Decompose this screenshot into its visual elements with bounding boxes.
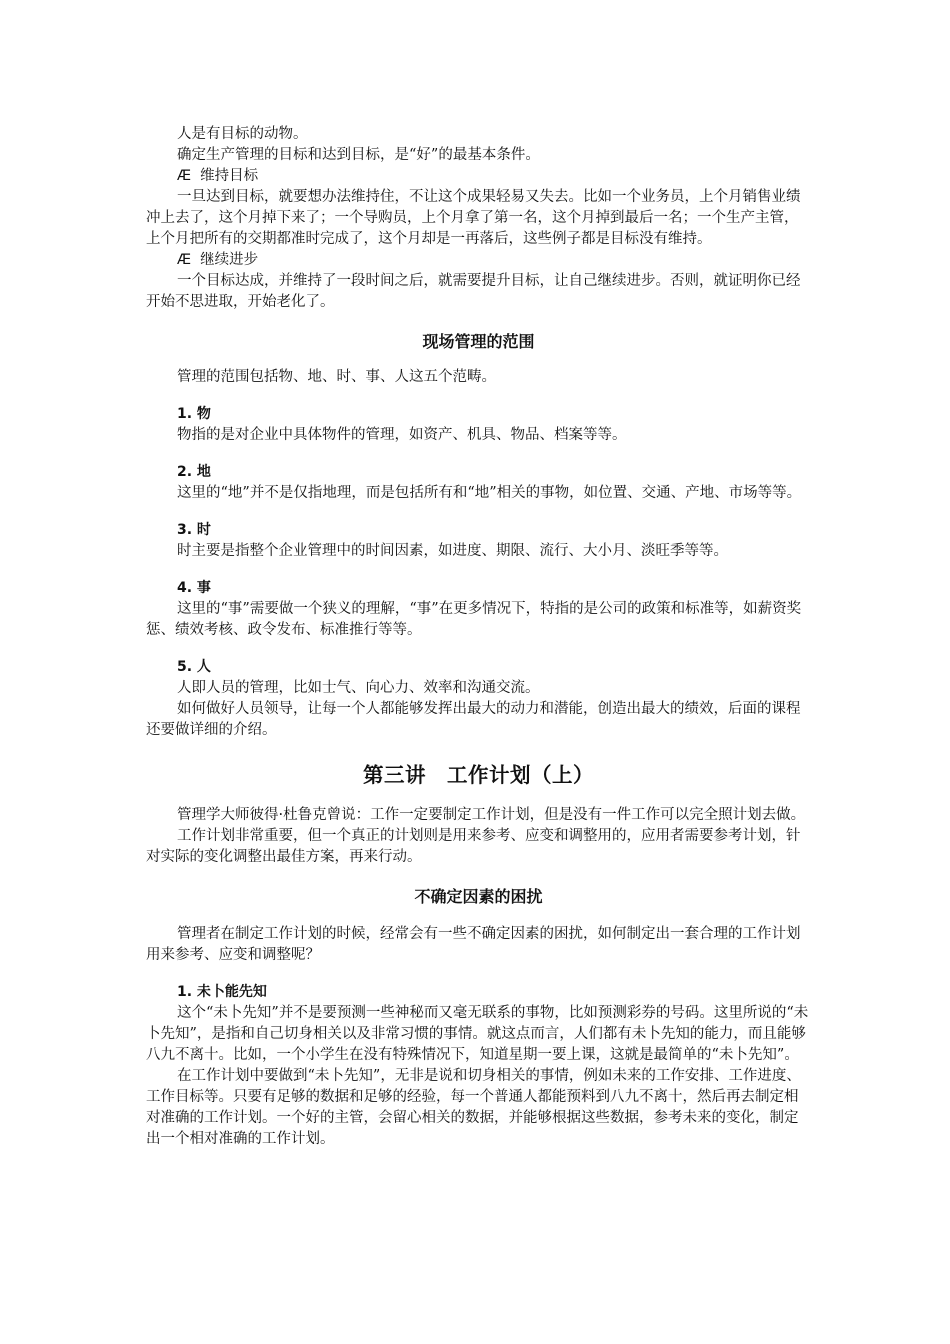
paragraph: 一旦达到目标，就要想办法维持住，不让这个成果轻易又失去。比如一个业务员，上个月销售业绩冲上去了，这个月掉下来了；一个导购员，上个月拿了第一名，这个月掉到最后一名；一个生产主管，上个月把所有的交期都准时完成了，这个月却是一再落后，这些例子都是目标没有维持。: [146, 189, 801, 247]
paragraph: 管理的范围包括物、地、时、事、人这五个范畴。: [177, 369, 496, 385]
bullet-item: [146, 250, 811, 271]
section-heading: 现场管理的范围: [422, 332, 535, 351]
paragraph: 这里的“事”需要做一个狭义的理解，“事”在更多情况下，特指的是公司的政策和标准等，如薪资奖惩、绩效考核、政令发布、标准推行等等。: [146, 601, 802, 638]
paragraph: 一个目标达成，并维持了一段时间之后，就需要提升目标，让自己继续进步。否则，就证明你已经开始不思进取，开始老化了。: [146, 273, 801, 310]
bullet-label: 维持目标: [200, 168, 259, 184]
paragraph: 这里的“地”并不是仅指地理，而是包括所有和“地”相关的事物，如位置、交通、产地、市场等等。: [177, 485, 802, 501]
item-heading: 5. 人: [177, 659, 211, 675]
paragraph: 管理者在制定工作计划的时候，经常会有一些不确定因素的困扰，如何制定出一套合理的工作计划用来参考、应变和调整呢？: [146, 926, 801, 963]
paragraph: 在工作计划中要做到“未卜先知”，无非是说和切身相关的事情，例如未来的工作安排、工作进度、工作目标等。只要有足够的数据和足够的经验，每一个普通人都能预料到八九不离十，然后再去制定相对准确的工作计划。一个好的主管，会留心相关的数据，并能够根据这些数据，参考未来的变化，制定出一个相对准确的工作计划。: [146, 1068, 801, 1147]
paragraph: 人是有目标的动物。: [177, 126, 308, 142]
paragraph: 工作计划非常重要，但一个真正的计划则是用来参考、应变和调整用的，应用者需要参考计划，针对实际的变化调整出最佳方案，再来行动。: [146, 828, 801, 865]
chapter-heading: 第三讲 工作计划（上）: [363, 763, 594, 787]
bullet-label: 继续进步: [200, 252, 259, 268]
paragraph: 这个“未卜先知”并不是要预测一些神秘而又毫无联系的事物，比如预测彩券的号码。这里所说的“未卜先知”，是指和自己切身相关以及非常习惯的事情。就这点而言，人们都有未卜先知的能力，而且能够八九不离十。比如，一个小学生在没有特殊情况下，知道星期一要上课，这就是最简单的“未卜先知”。: [146, 1005, 809, 1063]
paragraph: 时主要是指整个企业管理中的时间因素，如进度、期限、流行、大小月、淡旺季等等。: [177, 543, 728, 559]
paragraph: 管理学大师彼得·杜鲁克曾说：工作一定要制定工作计划，但是没有一件工作可以完全照计划去做。: [177, 807, 806, 823]
bullet-icon: Æ: [177, 252, 192, 268]
item-heading: 2. 地: [177, 464, 211, 480]
paragraph: 人即人员的管理，比如士气、向心力、效率和沟通交流。: [177, 680, 540, 696]
item-heading: 1. 未卜能先知: [177, 984, 267, 1000]
paragraph: 确定生产管理的目标和达到目标，是“好”的最基本条件。: [177, 147, 540, 163]
item-heading: 3. 时: [177, 522, 211, 538]
section-heading: 不确定因素的困扰: [414, 887, 543, 906]
paragraph: 物指的是对企业中具体物件的管理，如资产、机具、物品、档案等等。: [177, 427, 627, 443]
bullet-icon: Æ: [177, 168, 192, 184]
paragraph: 如何做好人员领导，让每一个人都能够发挥出最大的动力和潜能，创造出最大的绩效，后面的课程还要做详细的介绍。: [146, 701, 801, 738]
document-page: [146, 124, 811, 1150]
bullet-item: [146, 166, 811, 187]
item-heading: 1. 物: [177, 406, 211, 422]
item-heading: 4. 事: [177, 580, 211, 596]
